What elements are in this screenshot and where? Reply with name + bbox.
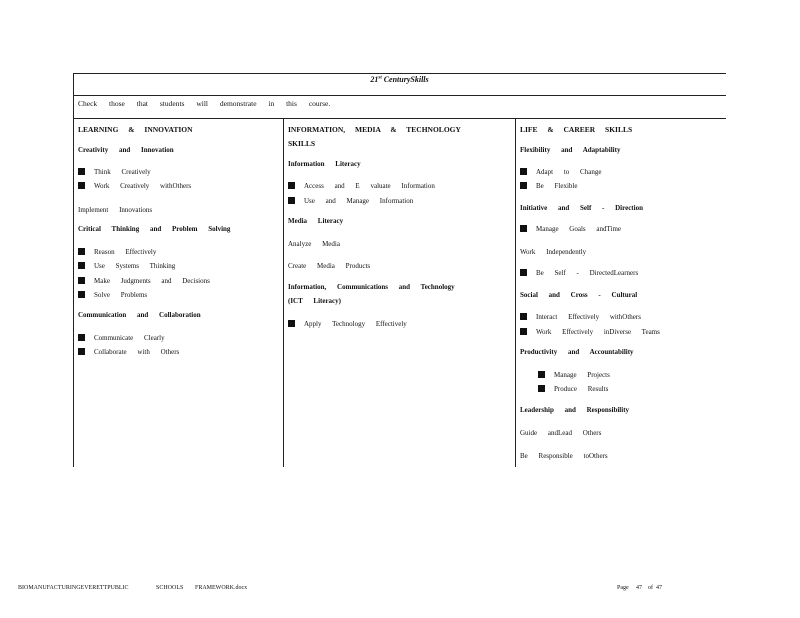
skill-item-checked[interactable] xyxy=(288,182,435,190)
skill-item-checked[interactable] xyxy=(520,328,660,336)
checkbox-filled-icon[interactable] xyxy=(520,269,527,276)
skills-table xyxy=(73,73,726,467)
checkbox-filled-icon[interactable] xyxy=(78,291,85,298)
skill-label: Use Systems Thinking xyxy=(94,262,176,270)
skill-label: Collaborate with Others xyxy=(94,348,180,356)
checkbox-filled-icon[interactable] xyxy=(78,262,85,269)
skill-label: Produce Results xyxy=(554,385,609,393)
checkbox-filled-icon[interactable] xyxy=(520,168,527,175)
checkbox-filled-icon[interactable] xyxy=(78,182,85,189)
skill-item: Work Independently xyxy=(520,248,587,256)
category-heading: Leadership and Responsibility xyxy=(520,406,630,414)
category-heading: Information Literacy xyxy=(288,160,361,168)
skill-label: Solve Problems xyxy=(94,291,148,299)
skill-item-checked[interactable] xyxy=(78,248,156,256)
checkbox-filled-icon[interactable] xyxy=(520,182,527,189)
skill-item-checked[interactable] xyxy=(78,168,151,176)
category-heading: Flexibility and Adaptability xyxy=(520,146,621,154)
skill-item-checked[interactable] xyxy=(538,371,610,379)
table-title xyxy=(73,75,726,84)
skill-item-checked[interactable] xyxy=(78,348,179,356)
footer-of-label: of xyxy=(648,585,653,591)
checkbox-filled-icon[interactable] xyxy=(288,320,295,327)
checkbox-filled-icon[interactable] xyxy=(520,225,527,232)
skill-label: Manage Projects xyxy=(554,371,610,379)
checkbox-filled-icon[interactable] xyxy=(78,348,85,355)
column-header-line2: SKILLS xyxy=(288,139,316,148)
category-heading: Productivity and Accountability xyxy=(520,348,634,356)
checkbox-filled-icon[interactable] xyxy=(78,248,85,255)
skill-label: Be Flexible xyxy=(536,182,578,190)
checkbox-filled-icon[interactable] xyxy=(78,277,85,284)
skill-label: Interact Effectively withOthers xyxy=(536,313,641,321)
skill-item: Create Media Products xyxy=(288,262,371,270)
title-number: 21 xyxy=(370,75,379,84)
skill-label: Adapt to Change xyxy=(536,168,602,176)
skill-item-checked[interactable] xyxy=(538,385,608,393)
skill-item-checked[interactable] xyxy=(520,269,638,277)
skill-item-checked[interactable] xyxy=(78,291,147,299)
category-heading-line2: (ICT Literacy) xyxy=(288,297,341,305)
column-divider-2 xyxy=(515,118,516,467)
skill-item: Be Responsible toOthers xyxy=(520,452,608,460)
skill-item-checked[interactable] xyxy=(520,182,577,190)
table-top-border xyxy=(73,73,726,74)
skill-item-checked[interactable] xyxy=(78,277,210,285)
title-text: CenturySkills xyxy=(383,75,429,84)
category-heading-line1: Information, Communications and Technology xyxy=(288,283,455,291)
title-superscript: st xyxy=(378,75,382,81)
checkbox-filled-icon[interactable] xyxy=(538,371,545,378)
title-row-border xyxy=(73,95,726,96)
column-divider-1 xyxy=(283,118,284,467)
column-header: LEARNING & INNOVATION xyxy=(78,125,193,134)
instruction-row-border xyxy=(73,118,726,119)
skill-item: Analyze Media xyxy=(288,240,340,248)
skill-item-checked[interactable] xyxy=(520,168,601,176)
category-heading: Social and Cross - Cultural xyxy=(520,291,638,299)
footer-page-number: 47 xyxy=(636,585,642,591)
skill-item-checked[interactable] xyxy=(288,197,413,205)
category-heading: Communication and Collaboration xyxy=(78,311,201,319)
skill-label: Work Creatively withOthers xyxy=(94,182,192,190)
column-header: LIFE & CAREER SKILLS xyxy=(520,125,633,134)
checkbox-filled-icon[interactable] xyxy=(78,168,85,175)
checkbox-filled-icon[interactable] xyxy=(288,197,295,204)
skill-item-checked[interactable] xyxy=(288,320,407,328)
category-heading: Creativity and Innovation xyxy=(78,146,174,154)
checkbox-filled-icon[interactable] xyxy=(538,385,545,392)
skill-item: Implement Innovations xyxy=(78,206,153,214)
footer-filename-part3: FRAMEWORK.docx xyxy=(195,585,248,591)
skill-label: Think Creatively xyxy=(94,168,151,176)
footer-filename-part1: BIOMANUFACTURINGEVERETTPUBLIC xyxy=(18,585,129,591)
skill-label: Communicate Clearly xyxy=(94,334,165,342)
skill-label: Access and E valuate Information xyxy=(304,182,435,190)
category-heading: Critical Thinking and Problem Solving xyxy=(78,225,231,233)
skill-item-checked[interactable] xyxy=(78,182,191,190)
skill-label: Work Effectively inDiverse Teams xyxy=(536,328,660,336)
category-heading: Initiative and Self - Direction xyxy=(520,204,643,212)
skill-label: Be Self - DirectedLearners xyxy=(536,269,639,277)
checkbox-filled-icon[interactable] xyxy=(288,182,295,189)
category-heading: Media Literacy xyxy=(288,217,344,225)
skill-item-checked[interactable] xyxy=(78,334,165,342)
column-header-line1: INFORMATION, MEDIA & TECHNOLOGY xyxy=(288,125,461,134)
skill-label: Apply Technology Effectively xyxy=(304,320,407,328)
footer-page-label: Page xyxy=(617,585,629,591)
skill-label: Use and Manage Information xyxy=(304,197,414,205)
skill-item-checked[interactable] xyxy=(520,225,621,233)
skill-item-checked[interactable] xyxy=(78,262,175,270)
checkbox-filled-icon[interactable] xyxy=(520,328,527,335)
footer-page-total: 47 xyxy=(656,585,662,591)
footer-filename-part2: SCHOOLS xyxy=(156,585,184,591)
table-left-border xyxy=(73,73,74,467)
checkbox-filled-icon[interactable] xyxy=(78,334,85,341)
skill-label: Manage Goals andTime xyxy=(536,225,622,233)
instruction-text: Check those that students will demonstrate in this course. xyxy=(78,99,331,108)
skill-label: Reason Effectively xyxy=(94,248,157,256)
skill-item: Guide andLead Others xyxy=(520,429,602,437)
checkbox-filled-icon[interactable] xyxy=(520,313,527,320)
skill-item-checked[interactable] xyxy=(520,313,641,321)
skill-label: Make Judgments and Decisions xyxy=(94,277,210,285)
